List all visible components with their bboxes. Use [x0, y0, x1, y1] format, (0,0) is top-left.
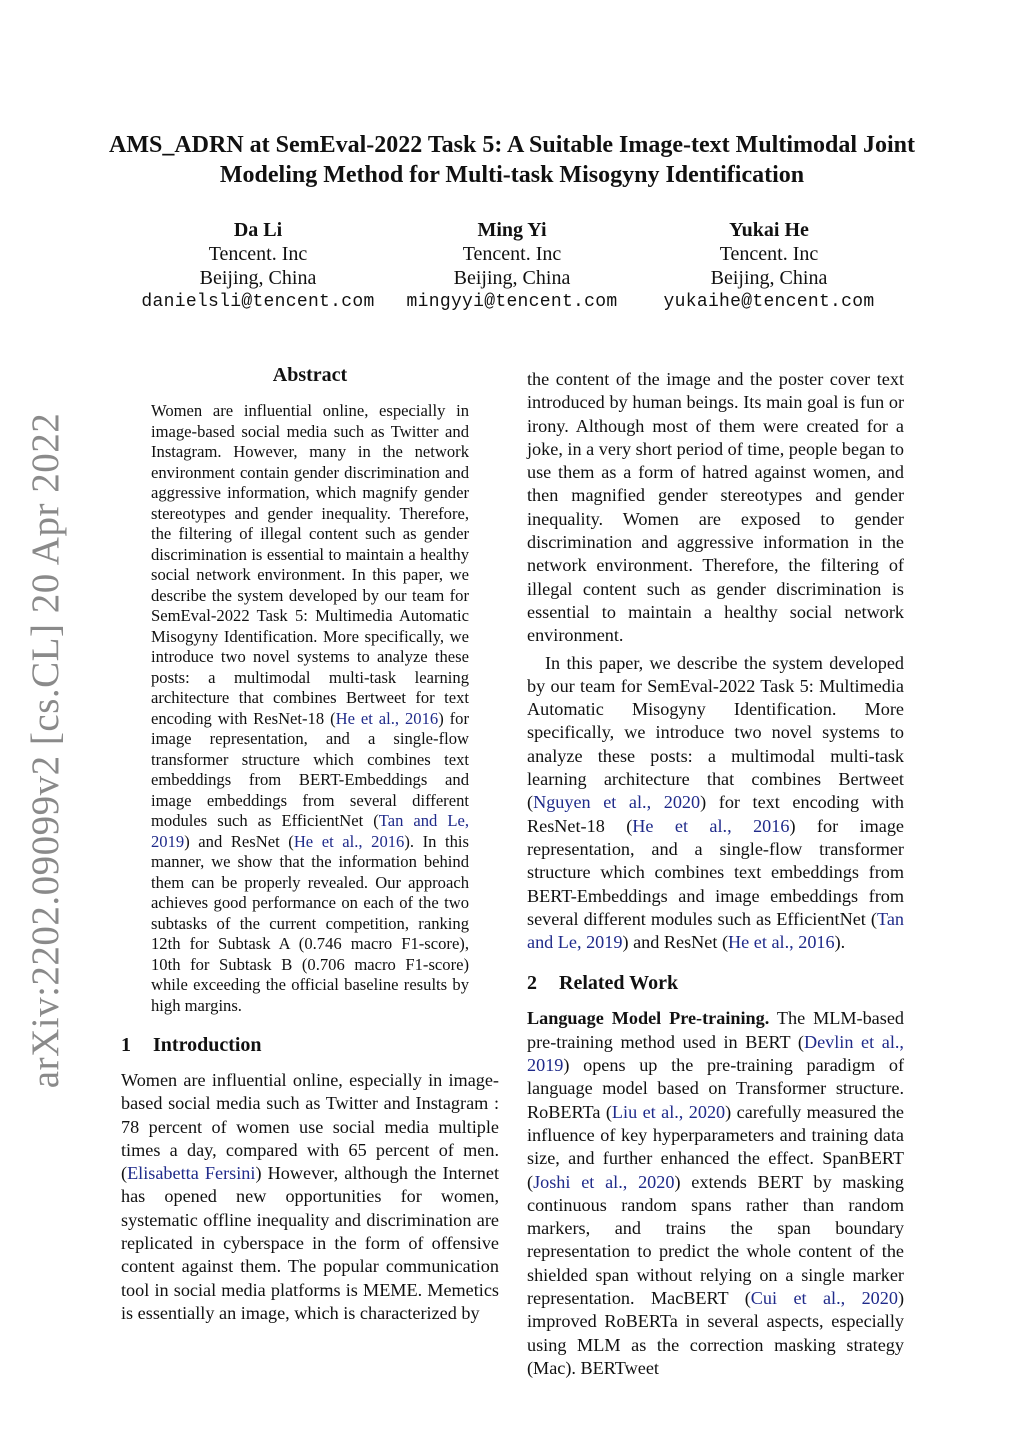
- abstract-text: Women are influential online, especially in image-based social media such as Twitter and Instagram. However, many in the network environment contain gender discrimination and aggressive information, which magnify gender stereotypes and gender inequality. Therefore, the filtering of illegal content such as gender discrimination is essential to maintain a healthy social network environment. In this paper, we describe the system developed by our team for SemEval-2022 Task 5: Multimedia Automatic Misogyny Identification. More specifically, we introduce two novel systems to analyze these posts: a multimodal multi-task learning architecture that combines Bertweet for text encoding with ResNet-18 (He et al., 2016) for image representation, and a single-flow transformer structure which combines text embeddings from BERT-Embeddings and image embeddings from several different modules such as EfficientNet (Tan and Le, 2019) and ResNet (He et al., 2016). In this manner, we show that the information behind them can be properly revealed. Our approach achieves good performance on each of the two subtasks of the current competition, ranking 12th for Subtask A (0.746 macro F1-score), 10th for Subtask B (0.706 macro F1-score) while exceeding the official baseline results by high margins.: [151, 401, 469, 1015]
- citation-link[interactable]: Tan and Le, 2019: [527, 908, 904, 953]
- author-email: mingyyi@tencent.com: [406, 292, 618, 312]
- right-column: [527, 368, 904, 1380]
- section-heading-related-work: 2 Related Work: [527, 972, 679, 995]
- citation-link[interactable]: Liu et al., 2020: [611, 1101, 726, 1122]
- author-2: [372, 218, 652, 314]
- citation-link[interactable]: Elisabetta Fersini: [127, 1163, 256, 1184]
- citation-link[interactable]: Nguyen et al., 2020: [533, 792, 701, 813]
- author-affiliation: Tencent. Inc: [719, 243, 819, 265]
- intro-paragraph: Women are influential online, especially in image-based social media such as Twitter and Instagram : 78 percent of women use social media multiple times a day, compared with 65 percent of men.(Elisabetta Fersini) However, although the Internet has opened new opportunities for women, systematic offline inequality and discrimination are replicated in cyberspace in the form of offensive content against them. The popular communication tool in social media platforms is MEME. Memetics is essentially an image, which is characterized by: [121, 1070, 500, 1323]
- author-email: yukaihe@tencent.com: [663, 292, 875, 312]
- related-work-paragraph: Language Model Pre-training. The MLM-based pre-training method used in BERT (Devlin et al., 2019) opens up the pre-training paradigm of language model based on Transformer structure. RoBERTa (Liu et al., 2020) carefully measured the influence of key hyperparameters and training data size, and further enhanced the effect. SpanBERT (Joshi et al., 2020) extends BERT by masking continuous random spans rather than random markers, and trains the span boundary representation to predict the whole content of the shielded span without relying on a single marker representation. MacBERT (Cui et al., 2020) improved RoBERTa in several aspects, especially using MLM as the correction masking strategy (Mac). BERTweet: [527, 1008, 905, 1378]
- citation-link[interactable]: Tan and Le, 2019: [151, 811, 469, 851]
- author-location: Beijing, China: [199, 267, 317, 289]
- author-location: Beijing, China: [710, 267, 828, 289]
- author-name: Da Li: [233, 219, 283, 241]
- section-heading-introduction: 1 Introduction: [121, 1034, 262, 1056]
- citation-link[interactable]: He et al., 2016: [335, 708, 439, 728]
- author-3: [629, 218, 909, 314]
- intro-paragraph-2: In this paper, we describe the system developed by our team for SemEval-2022 Task 5: Multimedia Automatic Misogyny Identification. More specifically, we introduce two novel systems to analyze these posts: a multimodal multi-task learning architecture that combines Bertweet (Nguyen et al., 2020) for text encoding with ResNet-18 (He et al., 2016) for image representation, and a single-flow transformer structure which combines text embeddings from BERT-Embeddings and image embeddings from several different modules such as EfficientNet (Tan and Le, 2019) and ResNet (He et al., 2016).: [527, 652, 904, 953]
- arxiv-identifier: [14, 412, 78, 1088]
- author-affiliation: Tencent. Inc: [462, 243, 562, 265]
- citation-link[interactable]: Cui et al., 2020: [750, 1287, 898, 1308]
- citation-link[interactable]: He et al., 2016: [632, 815, 790, 836]
- abstract-heading: Abstract: [272, 364, 348, 386]
- paper-title: AMS_ADRN at SemEval-2022 Task 5: A Suitable Image-text Multimodal Joint Modeling Method for Multi-task Misogyny Identification: [108, 132, 916, 188]
- left-column: [121, 364, 499, 1325]
- author-email: danielsli@tencent.com: [141, 292, 375, 312]
- citation-link[interactable]: Devlin et al., 2019: [527, 1031, 904, 1076]
- author-location: Beijing, China: [453, 267, 571, 289]
- citation-link[interactable]: He et al., 2016: [728, 932, 835, 953]
- intro-paragraph-continued: the content of the image and the poster cover text introduced by human beings. Its main goal is fun or irony. Although most of them were created for a joke, in a very short period of time, people began to use them as a form of hatred against women, and then magnified gender stereotypes and gender inequality. Women are exposed to gender discrimination and aggressive information in the network environment. Therefore, the filtering of illegal content such as gender discrimination is essential to maintain a healthy social network environment.: [527, 369, 904, 646]
- author-affiliation: Tencent. Inc: [208, 243, 308, 265]
- author-1: [118, 218, 398, 314]
- author-name: Yukai He: [729, 219, 809, 241]
- author-name: Ming Yi: [477, 219, 547, 241]
- paragraph-run-heading: Language Model Pre-training.: [527, 1008, 770, 1029]
- citation-link[interactable]: He et al., 2016: [293, 831, 405, 851]
- citation-link[interactable]: Joshi et al., 2020: [533, 1171, 675, 1192]
- arxiv-identifier-text: arXiv:2202.09099v2 [cs.CL] 20 Apr 2022: [24, 412, 68, 1088]
